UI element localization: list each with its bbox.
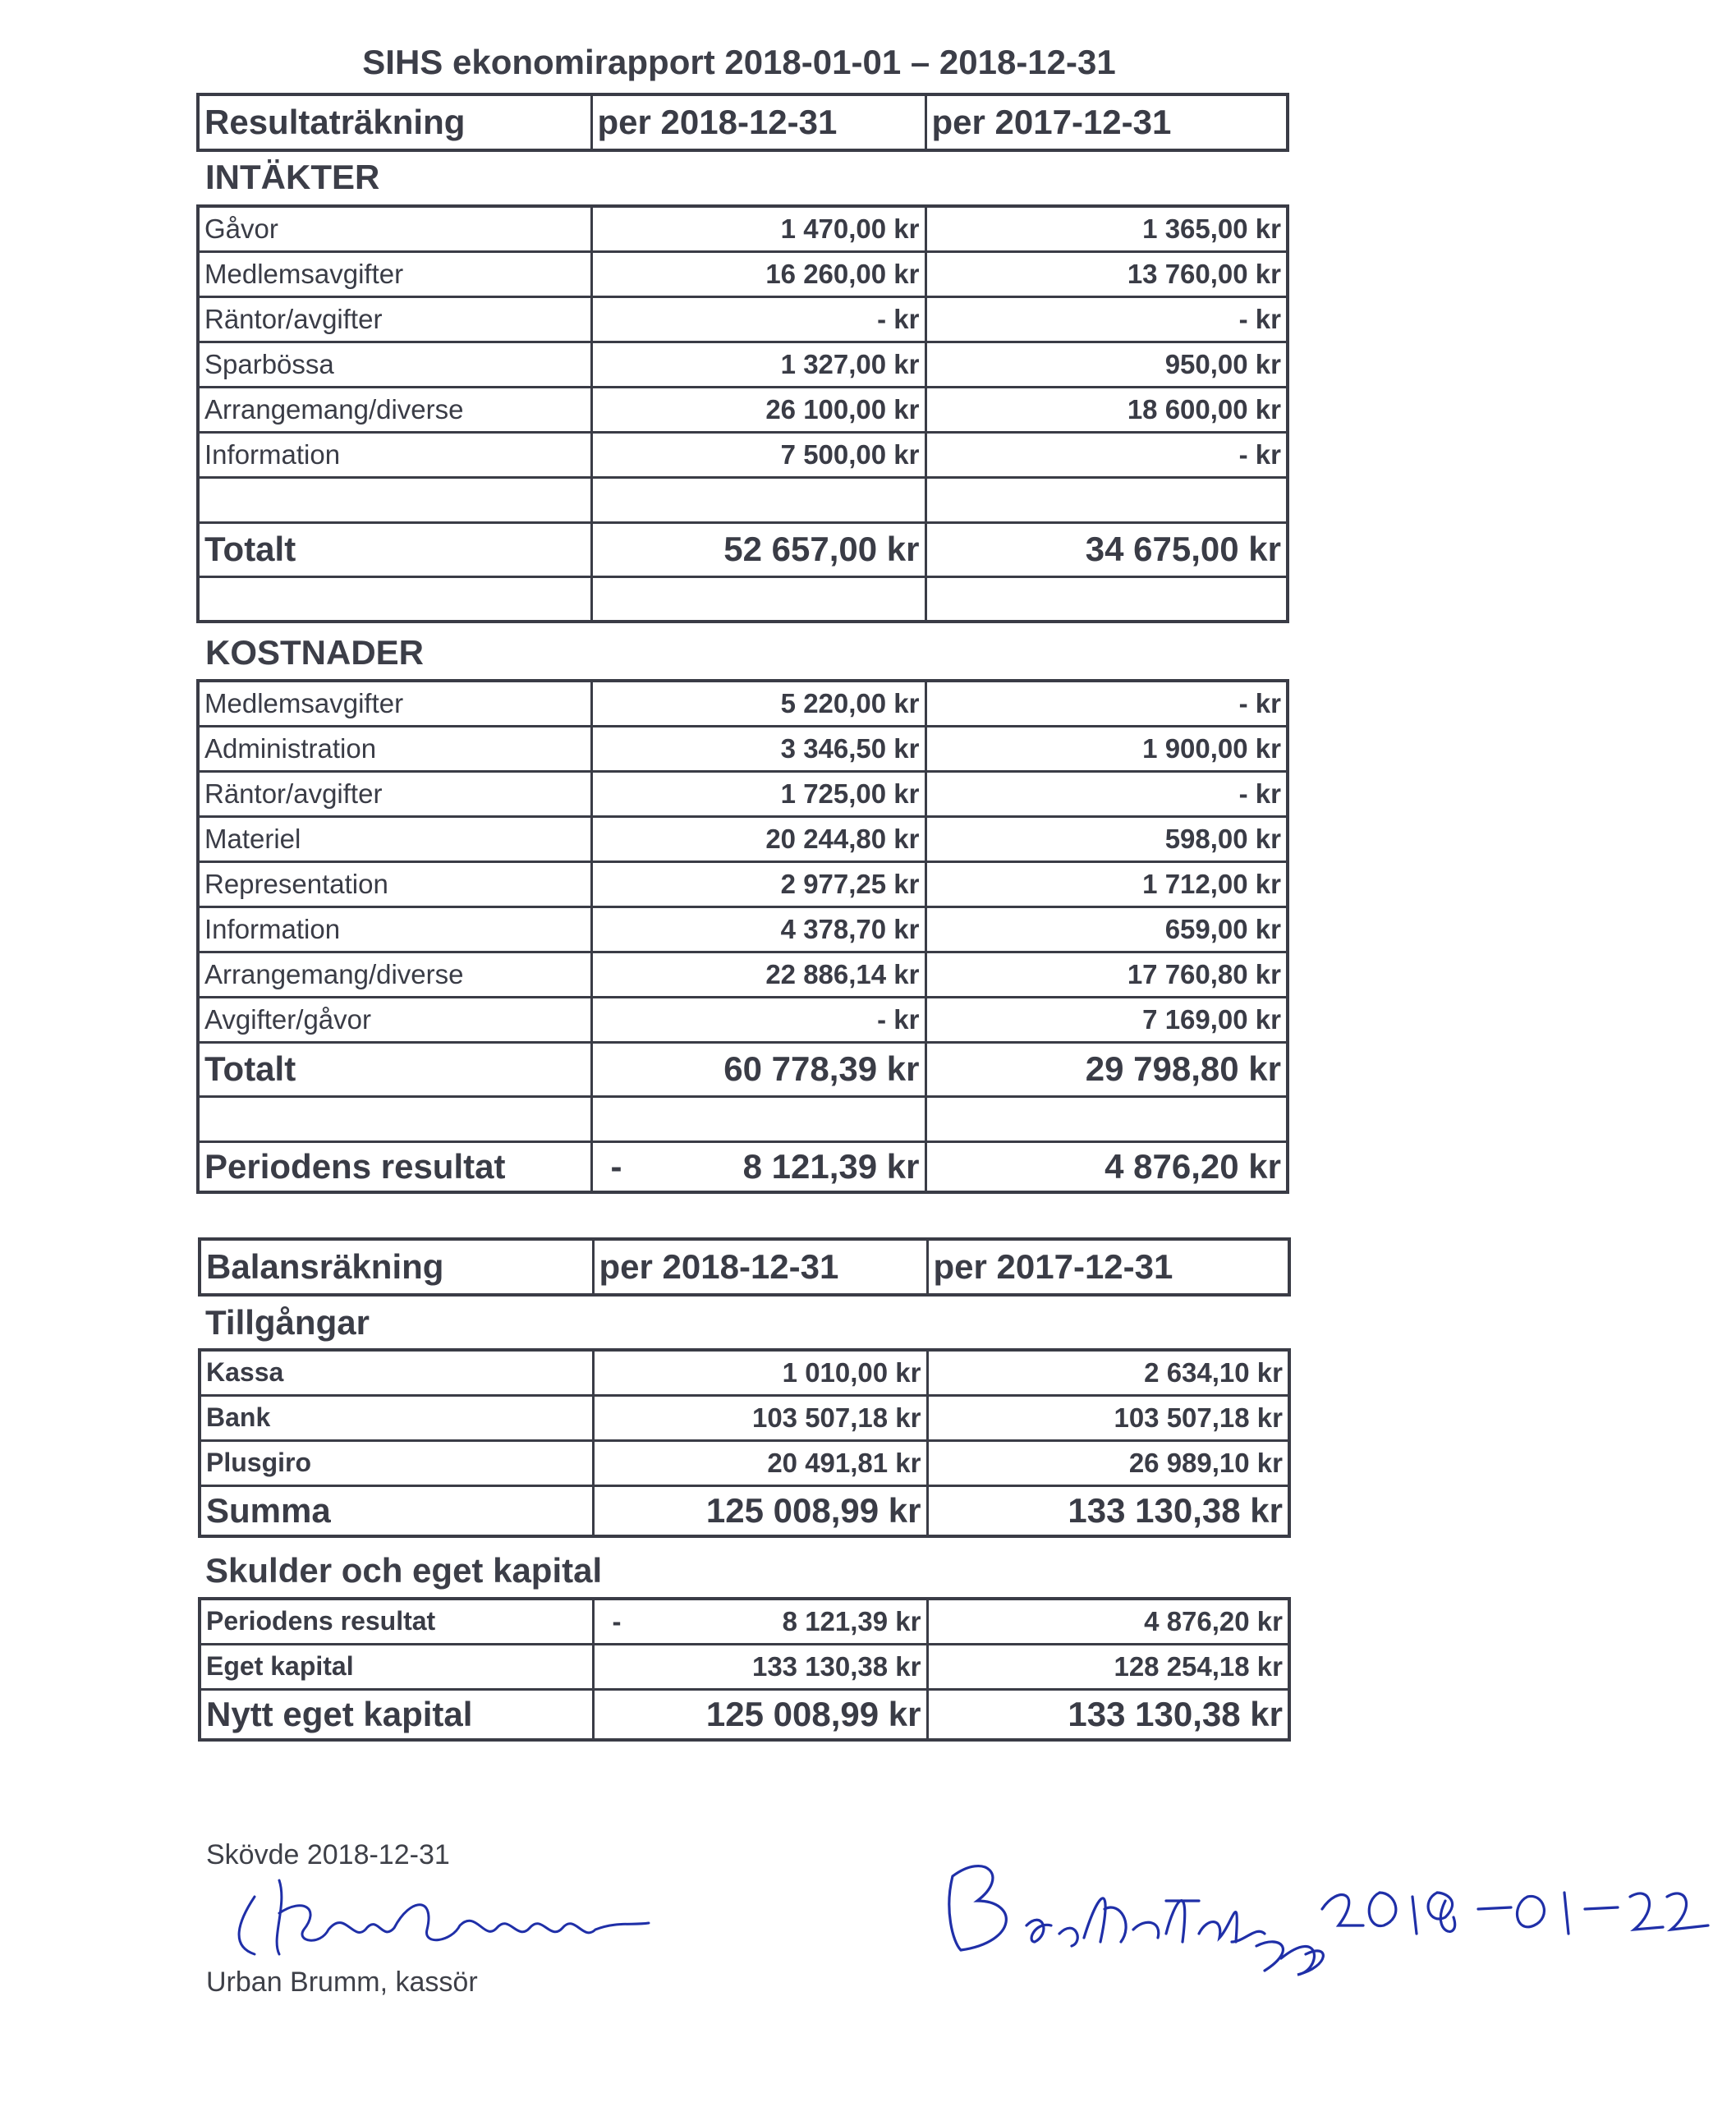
row-value-2018: 4 378,70 kr [591,906,925,952]
row-value-2017: 659,00 kr [925,906,1288,952]
nytt-eget-kapital-2018: 125 008,99 kr [593,1689,927,1740]
row-label: Information [198,432,591,477]
row-label: Administration [198,726,591,771]
summa-row [200,1485,1289,1536]
kostnader-total-row [198,1042,1288,1096]
row-value-2017: 950,00 kr [925,342,1288,387]
table-row [200,1440,1289,1485]
skulder-table [198,1597,1291,1742]
periodens-resultat-2018 [591,1141,925,1192]
table-row [198,906,1288,952]
place-date: Skövde 2018-12-31 [206,1839,450,1870]
skulder-heading: Skulder och eget kapital [205,1551,603,1590]
table-row [198,861,1288,906]
row-value-2017: 128 254,18 kr [927,1644,1289,1689]
row-value-2017: - kr [925,771,1288,816]
total-label: Totalt [198,522,591,576]
intakter-total-row [198,522,1288,576]
row-value-2018: 20 244,80 kr [591,816,925,861]
row-value-2018: 20 491,81 kr [593,1440,927,1485]
resultat-header-table [196,93,1289,152]
table-row [198,726,1288,771]
report-title: SIHS ekonomirapport 2018-01-01 – 2018-12-31 [362,43,1116,81]
balans-header-col-2017: per 2017-12-31 [927,1239,1289,1295]
negative-sign: - [610,1146,622,1186]
row-label: Materiel [198,816,591,861]
row-label: Räntor/avgifter [198,296,591,342]
nytt-eget-kapital-row [200,1689,1289,1740]
balans-header-table [198,1237,1291,1297]
periodens-resultat-row [198,1141,1288,1192]
row-value-2017: 598,00 kr [925,816,1288,861]
approval-handwriting [936,1819,1725,1983]
row-value-2018: 1 010,00 kr [593,1350,927,1395]
summa-label: Summa [200,1485,593,1536]
table-row [198,387,1288,432]
table-row [198,206,1288,251]
row-label: Sparbössa [198,342,591,387]
row-label: Plusgiro [200,1440,593,1485]
table-row [198,952,1288,997]
nytt-eget-kapital-2017: 133 130,38 kr [927,1689,1289,1740]
resultat-header-label: Resultaträkning [198,94,591,150]
periodens-resultat-2017: 4 876,20 kr [925,1141,1288,1192]
table-row [198,816,1288,861]
row-value-2017: 2 634,10 kr [927,1350,1289,1395]
empty-row [198,477,1288,522]
table-row [198,296,1288,342]
total-label: Totalt [198,1042,591,1096]
table-row [198,342,1288,387]
row-value-2017: 13 760,00 kr [925,251,1288,296]
row-label: Periodens resultat [200,1599,593,1644]
row-label: Arrangemang/diverse [198,952,591,997]
kostnader-heading: KOSTNADER [205,633,425,672]
row-value-2017: 103 507,18 kr [927,1395,1289,1440]
table-row [200,1350,1289,1395]
tillgangar-table [198,1348,1291,1538]
row-value-2018: 22 886,14 kr [591,952,925,997]
row-value-2018: 26 100,00 kr [591,387,925,432]
row-value-2018: 133 130,38 kr [593,1644,927,1689]
row-value-2017: 18 600,00 kr [925,387,1288,432]
nytt-eget-kapital-label: Nytt eget kapital [200,1689,593,1740]
total-value-2018: 60 778,39 kr [591,1042,925,1096]
table-row [198,997,1288,1042]
row-value-2017: 7 169,00 kr [925,997,1288,1042]
summa-value-2017: 133 130,38 kr [927,1485,1289,1536]
row-value-2018: 2 977,25 kr [591,861,925,906]
row-value-2018: 1 470,00 kr [591,206,925,251]
row-label: Gåvor [198,206,591,251]
resultat-header-col-2017: per 2017-12-31 [925,94,1288,150]
row-value-2018: 1 327,00 kr [591,342,925,387]
row-label: Kassa [200,1350,593,1395]
table-row [198,251,1288,296]
table-row [200,1395,1289,1440]
empty-row [198,576,1288,622]
intakter-table [196,204,1289,623]
row-label: Bank [200,1395,593,1440]
row-value-2017: - kr [925,681,1288,726]
row-value-2018: 103 507,18 kr [593,1395,927,1440]
intakter-heading: INTÄKTER [205,158,380,196]
row-value-2017: 4 876,20 kr [927,1599,1289,1644]
row-value-2018: 1 725,00 kr [591,771,925,816]
total-value-2017: 34 675,00 kr [925,522,1288,576]
row-label: Information [198,906,591,952]
row-label: Representation [198,861,591,906]
row-label: Arrangemang/diverse [198,387,591,432]
table-row [198,771,1288,816]
row-value-2017: 17 760,80 kr [925,952,1288,997]
row-value-2018: 7 500,00 kr [591,432,925,477]
row-value-2018 [593,1599,927,1644]
table-row [200,1599,1289,1644]
negative-sign: - [612,1605,622,1636]
total-value-2017: 29 798,80 kr [925,1042,1288,1096]
row-label: Eget kapital [200,1644,593,1689]
tillgangar-heading: Tillgångar [205,1303,370,1342]
row-value-2018: 5 220,00 kr [591,681,925,726]
balans-header-col-2018: per 2018-12-31 [593,1239,927,1295]
treasurer-signature [222,1864,665,1971]
table-row [200,1644,1289,1689]
summa-value-2018: 125 008,99 kr [593,1485,927,1536]
table-row [198,681,1288,726]
table-row [198,432,1288,477]
row-value-2017: 1 900,00 kr [925,726,1288,771]
row-value-2018: 3 346,50 kr [591,726,925,771]
periodens-resultat-label: Periodens resultat [198,1141,591,1192]
empty-row [198,1096,1288,1141]
row-value-2018-amount: 8 121,39 kr [782,1605,921,1636]
periodens-resultat-value-2018: 8 121,39 kr [742,1146,920,1186]
row-value-2017: 26 989,10 kr [927,1440,1289,1485]
resultat-header-col-2018: per 2018-12-31 [591,94,925,150]
row-label: Medlemsavgifter [198,251,591,296]
row-value-2017: 1 712,00 kr [925,861,1288,906]
row-value-2018: 16 260,00 kr [591,251,925,296]
row-label: Avgifter/gåvor [198,997,591,1042]
kostnader-table [196,679,1289,1194]
signer-name: Urban Brumm, kassör [206,1967,478,1998]
row-value-2017: - kr [925,296,1288,342]
row-value-2018: - kr [591,296,925,342]
row-label: Medlemsavgifter [198,681,591,726]
total-value-2018: 52 657,00 kr [591,522,925,576]
row-value-2017: 1 365,00 kr [925,206,1288,251]
row-value-2018: - kr [591,997,925,1042]
row-value-2017: - kr [925,432,1288,477]
row-label: Räntor/avgifter [198,771,591,816]
balans-header-label: Balansräkning [200,1239,593,1295]
